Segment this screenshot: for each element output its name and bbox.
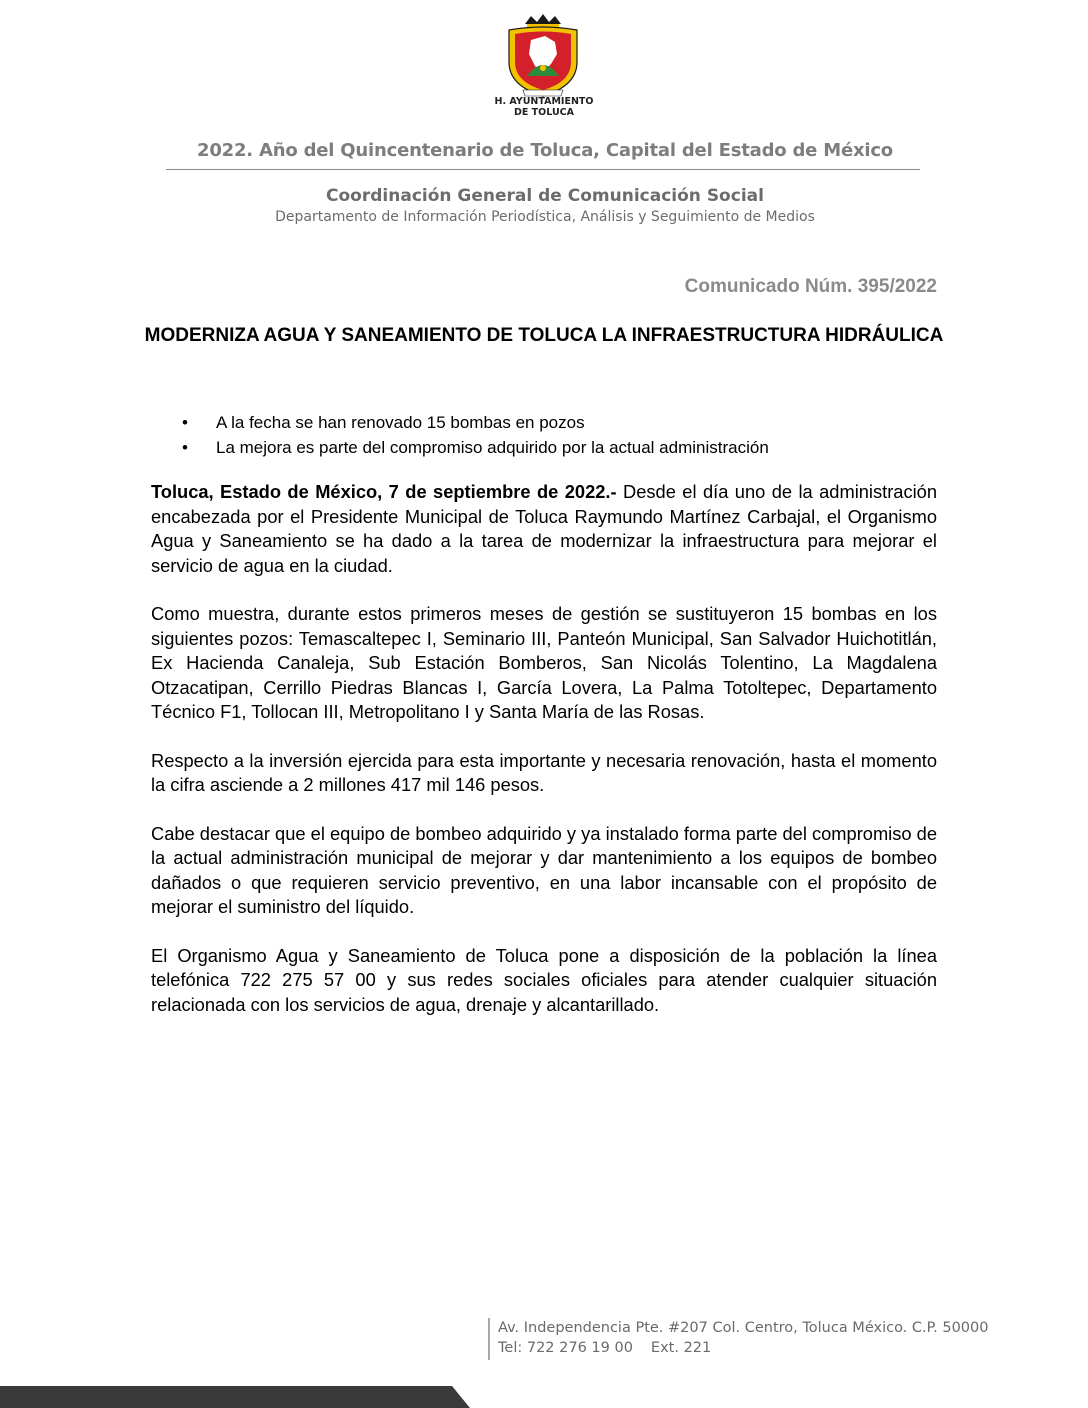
footer-ext: Ext. 221	[650, 1340, 712, 1356]
footer-phone	[498, 1340, 711, 1356]
footer-address: Av. Independencia Pte. #207 Col. Centro, Toluca México. C.P. 50000	[498, 1320, 989, 1336]
highlight-text: La mejora es parte del compromiso adquirido por la actual administración	[216, 438, 769, 457]
body-paragraph-5: El Organismo Agua y Saneamiento de Toluca pone a disposición de la población la línea telefónica 722 275 57 00 y sus redes sociales oficiales para atender cualquier situación relacionada con los servicios de agua, drenaje y alcantarillado.	[151, 944, 937, 1015]
logo-caption-line2: DE TOLUCA	[514, 107, 574, 118]
dateline: Toluca, Estado de México, 7 de septiembre de 2022.-	[151, 481, 617, 502]
highlight-item	[180, 435, 940, 460]
footer-tel: Tel: 722 276 19 00	[498, 1340, 633, 1356]
logo-caption-line1: H. AYUNTAMIENTO	[494, 96, 594, 107]
press-release-body	[151, 480, 937, 1041]
logo-caption	[470, 96, 618, 118]
highlights-list	[180, 410, 940, 460]
highlight-item	[180, 410, 940, 435]
body-paragraph-1	[151, 480, 937, 578]
body-paragraph-4: Cabe destacar que el equipo de bombeo adquirido y ya instalado forma parte del compromiso de la actual administración municipal de mejorar y dar mantenimiento a los equipos de bombeo dañados o que requieren servicio preventivo, en una labor incansable con el propósito de mejorar el suministro del líquido.	[151, 822, 937, 917]
paragraph-1-text: Desde el día uno de la administración encabezada por el Presidente Municipal de Toluca Raymundo Martínez Carbajal, el Organismo Agua y Saneamiento se ha dado a la tarea de modernizar la infraestructura para mejorar el servicio de agua en la ciudad.	[151, 481, 937, 576]
press-release-headline: MODERNIZA AGUA Y SANEAMIENTO DE TOLUCA LA INFRAESTRUCTURA HIDRÁULICA	[144, 325, 944, 346]
coordination-title: Coordinación General de Comunicación Social	[326, 186, 764, 206]
comunicado-number: Comunicado Núm. 395/2022	[684, 276, 937, 297]
bullet-icon: •	[182, 438, 188, 457]
header-divider	[166, 169, 920, 170]
highlight-text: A la fecha se han renovado 15 bombas en pozos	[216, 413, 585, 432]
toluca-coat-of-arms-logo	[503, 14, 583, 100]
body-paragraph-3: Respecto a la inversión ejercida para esta importante y necesaria renovación, hasta el momento la cifra asciende a 2 millones 417 mil 146 pesos.	[151, 749, 937, 795]
bullet-icon: •	[182, 413, 188, 432]
bottom-decorative-band	[0, 1386, 470, 1408]
body-paragraph-2: Como muestra, durante estos primeros meses de gestión se sustituyeron 15 bombas en los siguientes pozos: Temascaltepec I, Seminario III, Panteón Municipal, San Salvador Huichotitlán, Ex Hacienda Canaleja, Sub Estación Bomberos, San Nicolás Tolentino, La Magdalena Otzacatipan, Cerrillo Piedras Blancas I, García Lovera, La Palma Totoltepec, Departamento Técnico F1, Tollocan III, Metropolitano I y Santa María de las Rosas.	[151, 603, 937, 722]
footer-divider	[488, 1318, 490, 1360]
year-banner: 2022. Año del Quincentenario de Toluca, Capital del Estado de México	[197, 140, 893, 161]
department-title: Departamento de Información Periodística, Análisis y Seguimiento de Medios	[275, 209, 815, 225]
